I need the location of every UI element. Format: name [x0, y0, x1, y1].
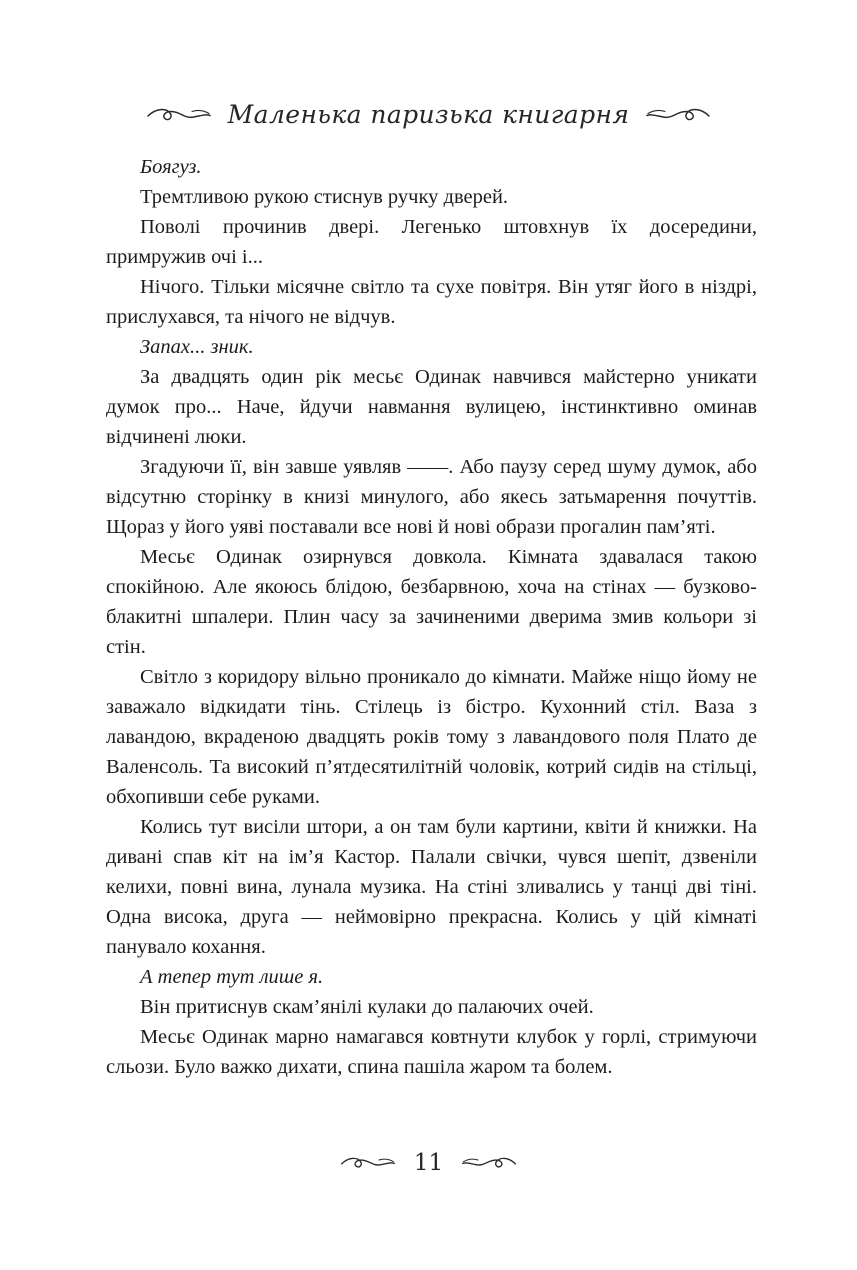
- paragraph: За двадцять один рік месьє Одинак навчився майстерно уникати думок про... Наче, йдучи навмання вулицею, інстинктивно оминав відчинені люки.: [106, 366, 757, 448]
- paragraph: Він притиснув скам’янілі кулаки до палаючих очей.: [140, 996, 594, 1018]
- paragraph: Боягуз.: [140, 156, 202, 178]
- book-title: Маленька паризька книгарня: [227, 100, 630, 129]
- paragraph: Нічого. Тільки місячне світло та сухе повітря. Він утяг його в ніздрі, прислухався, та нічого не відчув.: [106, 276, 757, 328]
- page-number: 11: [413, 1150, 444, 1176]
- header-flourish-right-icon: [645, 105, 711, 125]
- paragraph: Месьє Одинак марно намагався ковтнути клубок у горлі, стримуючи сльози. Було важко дихати, спина пашіла жаром та болем.: [106, 1026, 757, 1078]
- footer-flourish-right-icon: [461, 1154, 517, 1172]
- running-header: [0, 100, 857, 129]
- paragraph: Поволі прочинив двері. Легенько штовхнув їх досередини, примружив очі і...: [106, 216, 757, 268]
- header-flourish-left-icon: [146, 105, 212, 125]
- page-text: [106, 152, 757, 1082]
- paragraph: Згадуючи її, він завше уявляв ——. Або паузу серед шуму думок, або відсутню сторінку в книзі минулого, або якесь затьмарення почуттів. Щораз у його уяві поставали все нові й нові образи прогалин пам’яті.: [106, 456, 757, 538]
- paragraph: Тремтливою рукою стиснув ручку дверей.: [140, 186, 509, 208]
- paragraph: Запах... зник.: [140, 336, 254, 358]
- paragraph: А тепер тут лише я.: [140, 966, 324, 988]
- footer-flourish-left-icon: [340, 1154, 396, 1172]
- paragraph: Месьє Одинак озирнувся довкола. Кімната здавалася такою спокійною. Але якоюсь блідою, безбарвною, хоча на стінах — бузково-блакитні шпалери. Плин часу за зачиненими дверима змив кольори зі стін.: [106, 546, 757, 658]
- paragraph: Колись тут висіли штори, а он там були картини, квіти й книжки. На дивані спав кіт на ім’я Кастор. Палали свічки, чувся шепіт, дзвеніли келихи, повні вина, лунала музика. На стіні зливались у танці дві тіні. Одна висока, друга — неймовірно прекрасна. Колись у цій кімнаті панувало кохання.: [106, 816, 757, 958]
- paragraph: Світло з коридору вільно проникало до кімнати. Майже ніщо йому не заважало відкидати тінь. Стілець із бістро. Кухонний стіл. Ваза з лавандою, вкраденою двадцять років тому з лавандового поля Плато де Валенсоль. Та високий п’ятдесятилітній чоловік, котрий сидів на стільці, обхопивши себе руками.: [106, 666, 757, 808]
- page-footer: [0, 1150, 857, 1176]
